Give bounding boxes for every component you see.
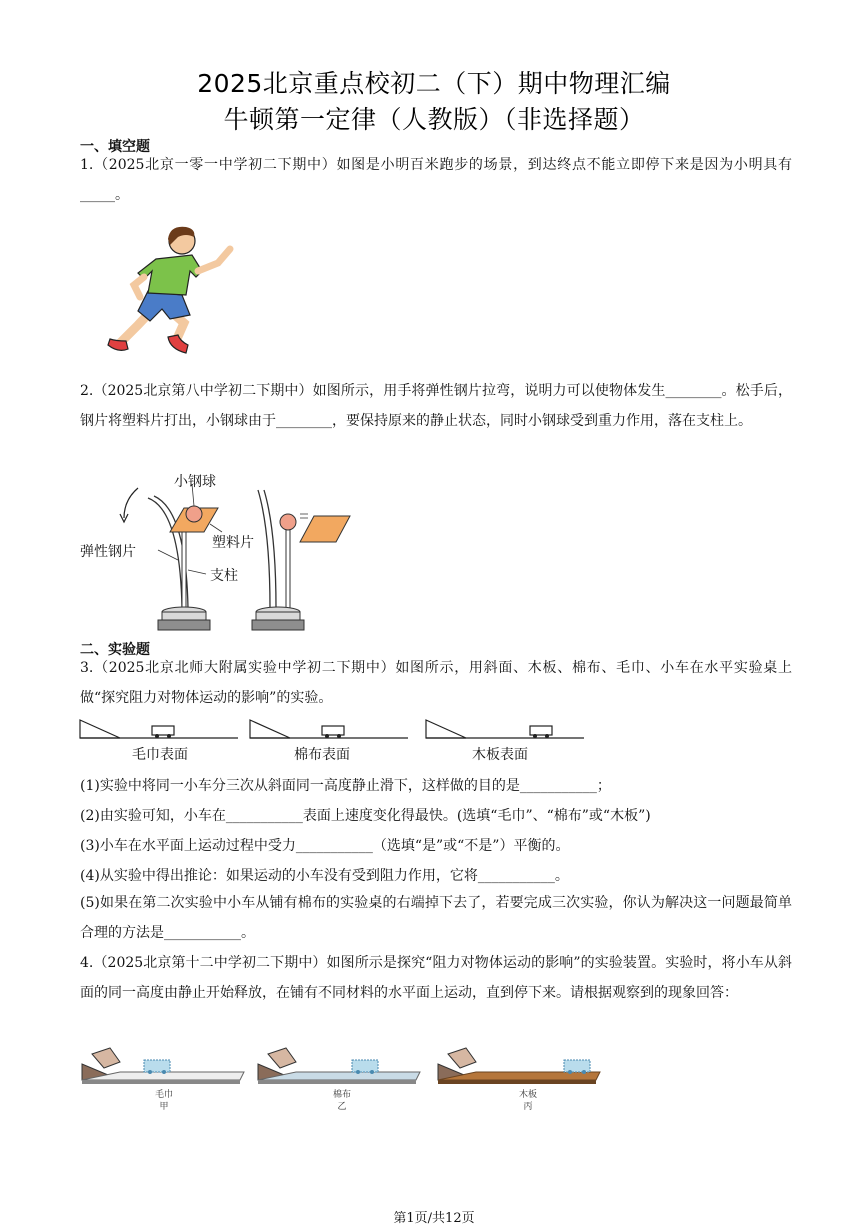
cart — [322, 726, 344, 735]
straight-steel-blade — [258, 490, 276, 608]
label-wood: 木板 — [518, 1090, 537, 1100]
setup-figure-wood — [436, 1042, 602, 1088]
runner-front-shoe — [168, 335, 188, 353]
label-cotton: 棉布 — [332, 1090, 351, 1100]
question-3-sub-5: (5)如果在第二次实验中小车从铺有棉布的实验桌的右端掉下去了，若要完成三次实验，你认为解决这一问题最简单合理的方法是___________。 — [80, 895, 792, 941]
ramp-figure-towel — [80, 718, 240, 742]
page-title: 2025北京重点校初二（下）期中物理汇编 — [197, 69, 671, 98]
ramp-figure-wood — [426, 718, 586, 742]
cart — [152, 726, 174, 735]
steel-blade-figure — [118, 470, 368, 635]
question-3-sub-2: (2)由实验可知，小车在___________表面上速度变化得最快。(选填“毛巾”、“棉布”或“木板”) — [80, 808, 651, 824]
label-towel: 毛巾 — [154, 1090, 173, 1100]
runner-shorts — [138, 291, 190, 321]
runner-back-shoe — [108, 339, 128, 350]
label-cotton-surface: 棉布表面 — [294, 747, 350, 763]
cart — [530, 726, 552, 735]
cart — [564, 1060, 590, 1072]
label-yi: 乙 — [337, 1102, 347, 1112]
label-jia: 甲 — [159, 1102, 169, 1112]
apparatus-base-left — [158, 620, 210, 630]
runner-figure — [100, 225, 240, 365]
setup-figure-cotton — [256, 1042, 422, 1088]
section-heading-fill-blank: 一、填空题 — [80, 139, 150, 155]
setup-figure-towel — [80, 1042, 246, 1088]
steel-ball — [186, 506, 202, 522]
label-steel-ball: 小钢球 — [174, 474, 216, 490]
plastic-plate-flying — [300, 516, 350, 542]
label-towel-surface: 毛巾表面 — [132, 747, 188, 763]
question-1-text: 1.（2025北京一零一中学初二下期中）如图是小明百米跑步的场景，到达终点不能立即停下来是因为小明具有_____。 — [80, 157, 792, 203]
runner-shirt — [138, 255, 202, 295]
section-heading-experiment: 二、实验题 — [80, 642, 150, 658]
runner-back-arm — [134, 277, 144, 297]
label-pillar: 支柱 — [210, 568, 238, 584]
curved-arrow-icon — [124, 488, 138, 518]
steel-ball-right — [280, 514, 296, 530]
cart — [352, 1060, 378, 1072]
question-3-sub-1: (1)实验中将同一小车分三次从斜面同一高度静止滑下，这样做的目的是___________； — [80, 778, 611, 794]
label-bing: 丙 — [523, 1102, 533, 1112]
label-wood-surface: 木板表面 — [472, 747, 528, 763]
question-3-text: 3.（2025北京北师大附属实验中学初二下期中）如图所示，用斜面、木板、棉布、毛巾、小车在水平实验桌上做“探究阻力对物体运动的影响”的实验。 — [80, 660, 792, 706]
question-2-text: 2.（2025北京第八中学初二下期中）如图所示，用手将弹性钢片拉弯，说明力可以使物体发生________。松手后，钢片将塑料片打出，小钢球由于________，要保持原来的静止状态，同时小钢球受到重力作用，落在支柱上。 — [80, 383, 792, 429]
question-4-text: 4.（2025北京第十二中学初二下期中）如图所示是探究“阻力对物体运动的影响”的实验装置。实验时，将小车从斜面的同一高度由静止开始释放，在铺有不同材料的水平面上运动，直到停下来。请根据观察到的现象回答： — [80, 955, 792, 1001]
ramp-figure-cotton — [250, 718, 410, 742]
page-number: 第1页/共12页 — [393, 1211, 475, 1226]
label-steel-blade: 弹性钢片 — [80, 544, 136, 560]
label-plastic-plate: 塑料片 — [212, 535, 254, 551]
question-3-sub-4: (4)从实验中得出推论：如果运动的小车没有受到阻力作用，它将___________。 — [80, 868, 569, 884]
cart — [144, 1060, 170, 1072]
apparatus-base-right — [252, 620, 304, 630]
pillar-right — [286, 528, 290, 610]
runner-front-arm — [198, 249, 230, 271]
question-3-sub-3: (3)小车在水平面上运动过程中受力___________（选填“是”或“不是”）平衡的。 — [80, 838, 570, 854]
page-subtitle: 牛顿第一定律（人教版）（非选择题） — [223, 105, 645, 134]
